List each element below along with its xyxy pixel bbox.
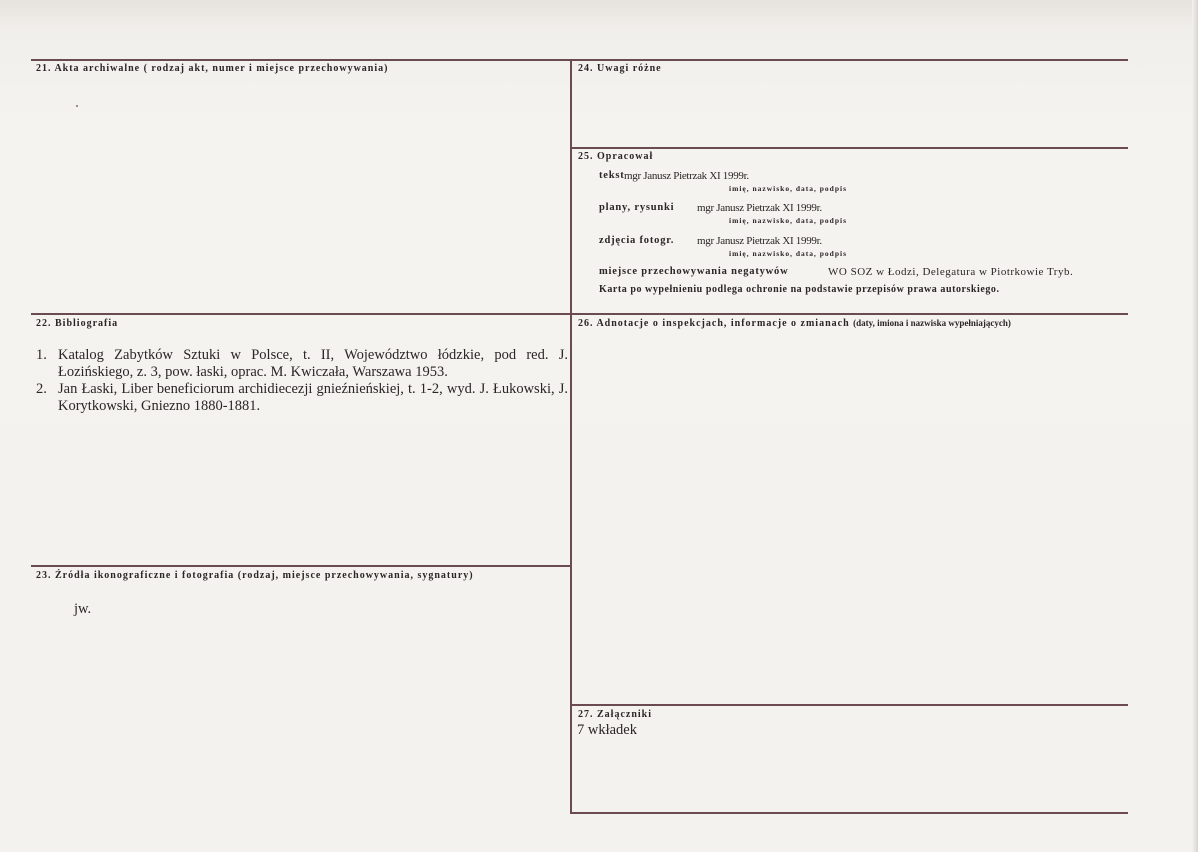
rule-24-25: [570, 147, 1128, 149]
bibliography-item-text: Katalog Zabytków Sztuki w Polsce, t. II, Województwo łódzkie, pod red. J. Łozińskiego, z. 3, pow. łaski, oprac. M. Kwiczała, Warszawa 1953.: [58, 347, 568, 380]
tekst-label: tekst: [599, 170, 625, 181]
center-divider: [570, 59, 572, 814]
rule-21-22: [31, 313, 571, 315]
tekst-value: mgr Janusz Pietrzak XI 1999r.: [624, 170, 749, 182]
zdjecia-caption: imię, nazwisko, data, podpis: [729, 249, 848, 258]
section-26-title: 26. Adnotacje o inspekcjach, informacje o zmianach: [578, 318, 850, 329]
negatives-label: miejsce przechowywania negatywów: [599, 266, 789, 277]
top-rule: [31, 59, 1128, 61]
section-21-header: 21. Akta archiwalne ( rodzaj akt, numer i miejsce przechowywania): [36, 63, 389, 74]
section-23-value: jw.: [74, 601, 92, 617]
stray-mark: [76, 105, 78, 107]
rule-26-27: [570, 704, 1128, 706]
section-23-header: 23. Źródła ikonograficzne i fotografia (rodzaj, miejsce przechowywania, sygnatury): [36, 570, 474, 581]
paper-edge: [1192, 0, 1198, 852]
bibliography-item-number: 2.: [36, 381, 47, 397]
zdjecia-value: mgr Janusz Pietrzak XI 1999r.: [697, 235, 822, 247]
bibliography-item: [32, 381, 568, 415]
section-27-value: 7 wkładek: [577, 722, 637, 738]
plany-label: plany, rysunki: [599, 202, 675, 213]
tekst-caption: imię, nazwisko, data, podpis: [729, 184, 848, 193]
bibliography-item: [32, 347, 568, 381]
bibliography-item-number: 1.: [36, 347, 47, 363]
section-24-header: 24. Uwagi różne: [578, 63, 662, 74]
section-22-header: 22. Bibliografia: [36, 318, 119, 329]
bottom-rule-right: [570, 812, 1128, 814]
plany-caption: imię, nazwisko, data, podpis: [729, 216, 848, 225]
negatives-value: WO SOZ w Łodzi, Delegatura w Piotrkowie Tryb.: [828, 266, 1074, 278]
plany-value: mgr Janusz Pietrzak XI 1999r.: [697, 202, 822, 214]
rule-22-23: [31, 565, 571, 567]
rule-25-26: [570, 313, 1128, 315]
section-27-header: 27. Załączniki: [578, 709, 653, 720]
section-26-note: (daty, imiona i nazwiska wypełniających): [853, 318, 1011, 328]
copyright-notice: Karta po wypełnieniu podlega ochronie na podstawie przepisów prawa autorskiego.: [599, 284, 1000, 295]
section-26-header: [578, 318, 1011, 329]
bibliography-list: [32, 347, 568, 415]
section-25-header: 25. Opracował: [578, 151, 654, 162]
bibliography-item-text: Jan Łaski, Liber beneficiorum archidiecezji gnieźnieńskiej, t. 1-2, wyd. J. Łukowski, J. Korytkowski, Gniezno 1880-1881.: [58, 381, 568, 414]
zdjecia-label: zdjęcia fotogr.: [599, 235, 675, 246]
